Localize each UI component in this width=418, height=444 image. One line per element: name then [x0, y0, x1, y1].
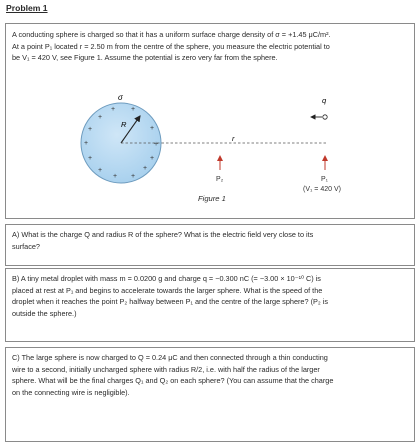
question-b [12, 273, 410, 319]
plus-sign: + [150, 125, 155, 132]
p1-label: P₁ [321, 176, 329, 183]
p1-potential: (V₁ = 420 V) [303, 186, 341, 193]
question-b-line: placed at rest at P₁ and begins to accelerate towards the larger sphere. What is the speed of the [12, 285, 323, 295]
problem-title: Problem 1 [6, 3, 48, 13]
plus-sign: + [143, 165, 148, 172]
question-c-line: C) The large sphere is now charged to Q = 0.24 μC and then connected through a thin conducting [12, 353, 328, 362]
intro-line: be V₁ = 420 V, see Figure 1. Assume the potential is zero very far from the sphere. [12, 53, 278, 62]
figure-caption: Figure 1 [198, 194, 226, 203]
sigma-label: σ [118, 93, 123, 102]
plus-sign: + [98, 114, 103, 121]
question-b-line: B) A tiny metal droplet with mass m = 0.0200 g and charge q = −0.300 nC (= −3.00 × 10⁻¹⁰ C) is [12, 274, 321, 283]
plus-sign: + [131, 173, 136, 180]
question-b-line: outside the sphere.) [12, 308, 77, 318]
plus-sign: + [154, 141, 159, 148]
question-c-line: wire to a second, initially uncharged sphere with radius R/2, i.e. with half the radius of the larger [12, 364, 320, 374]
plus-sign: + [111, 106, 116, 113]
question-a [12, 229, 410, 252]
plus-sign: + [88, 155, 93, 162]
question-c [12, 352, 410, 398]
intro-line: A conducting sphere is charged so that it has a uniform surface charge density of σ = +1.45 μC/m². [12, 30, 331, 39]
question-c-line: sphere. What will be the final charges Q₁ and Q₂ on each sphere? (You can assume that the charge [12, 376, 334, 385]
distance-label: r [232, 134, 235, 143]
question-a-line: surface? [12, 241, 40, 251]
radius-label: R [121, 120, 127, 129]
plus-sign: + [131, 106, 136, 113]
plus-sign: + [150, 155, 155, 162]
p2-label: P₂ [216, 176, 224, 183]
question-a-line: A) What is the charge Q and radius R of the sphere? What is the electric field very close to its [12, 230, 314, 239]
question-b-line: droplet when it reaches the point P₂ halfway between P₁ and the centre of the large sphere? (P₂ is [12, 297, 329, 306]
plus-sign: + [88, 126, 93, 133]
question-c-line: on the connecting wire is negligible). [12, 387, 130, 397]
intro-line: At a point P₁ located r = 2.50 m from the centre of the sphere, you measure the electric potential to [12, 41, 330, 51]
plus-sign: + [113, 173, 118, 180]
plus-sign: + [84, 140, 89, 147]
plus-sign: + [98, 167, 103, 174]
charge-label: q [322, 96, 327, 105]
droplet-charge [323, 115, 327, 119]
